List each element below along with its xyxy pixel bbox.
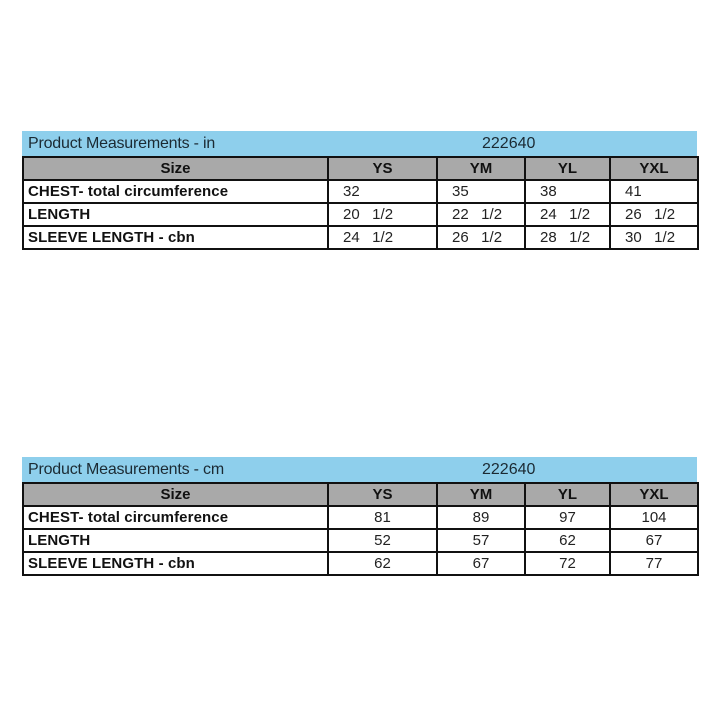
row-label: CHEST- total circumference [23, 180, 328, 203]
inches-title-bar [22, 131, 697, 156]
cm-title: Product Measurements - cm [28, 461, 224, 478]
cell-value: 67 [610, 529, 698, 552]
table-row [23, 529, 698, 552]
cell-value: 28 1/2 [525, 226, 610, 249]
cell-value: 72 [525, 552, 610, 575]
cell-value: 52 [328, 529, 437, 552]
cm-header-row [23, 483, 698, 506]
header-size: Size [23, 483, 328, 506]
cell-value: 57 [437, 529, 525, 552]
cell-value: 26 1/2 [437, 226, 525, 249]
cell-value: 41 [610, 180, 698, 203]
cell-value: 77 [610, 552, 698, 575]
cell-value: 62 [328, 552, 437, 575]
cell-value: 35 [437, 180, 525, 203]
inches-table [22, 156, 699, 250]
inches-header-row [23, 157, 698, 180]
row-label: CHEST- total circumference [23, 506, 328, 529]
cell-value: 32 [328, 180, 437, 203]
header-yl: YL [525, 483, 610, 506]
header-size: Size [23, 157, 328, 180]
cell-value: 24 1/2 [525, 203, 610, 226]
cell-value: 22 1/2 [437, 203, 525, 226]
header-yxl: YXL [610, 483, 698, 506]
cm-table [22, 482, 699, 576]
cell-value: 62 [525, 529, 610, 552]
table-row [23, 226, 698, 249]
cm-title-bar [22, 457, 697, 482]
inches-product-code: 222640 [482, 135, 536, 152]
table-row [23, 552, 698, 575]
cm-product-code: 222640 [482, 461, 536, 478]
cell-value: 81 [328, 506, 437, 529]
cell-value: 20 1/2 [328, 203, 437, 226]
cell-value: 30 1/2 [610, 226, 698, 249]
cell-value: 24 1/2 [328, 226, 437, 249]
cell-value: 67 [437, 552, 525, 575]
cell-value: 97 [525, 506, 610, 529]
cell-value: 38 [525, 180, 610, 203]
inches-title: Product Measurements - in [28, 135, 216, 152]
row-label: SLEEVE LENGTH - cbn [23, 226, 328, 249]
header-ys: YS [328, 483, 437, 506]
table-row [23, 180, 698, 203]
cell-value: 26 1/2 [610, 203, 698, 226]
row-label: SLEEVE LENGTH - cbn [23, 552, 328, 575]
header-yl: YL [525, 157, 610, 180]
row-label: LENGTH [23, 203, 328, 226]
measurements-inches-section [22, 131, 697, 250]
header-yxl: YXL [610, 157, 698, 180]
cell-value: 89 [437, 506, 525, 529]
row-label: LENGTH [23, 529, 328, 552]
cell-value: 104 [610, 506, 698, 529]
header-ys: YS [328, 157, 437, 180]
header-ym: YM [437, 157, 525, 180]
table-row [23, 203, 698, 226]
header-ym: YM [437, 483, 525, 506]
measurements-cm-section [22, 457, 697, 576]
table-row [23, 506, 698, 529]
